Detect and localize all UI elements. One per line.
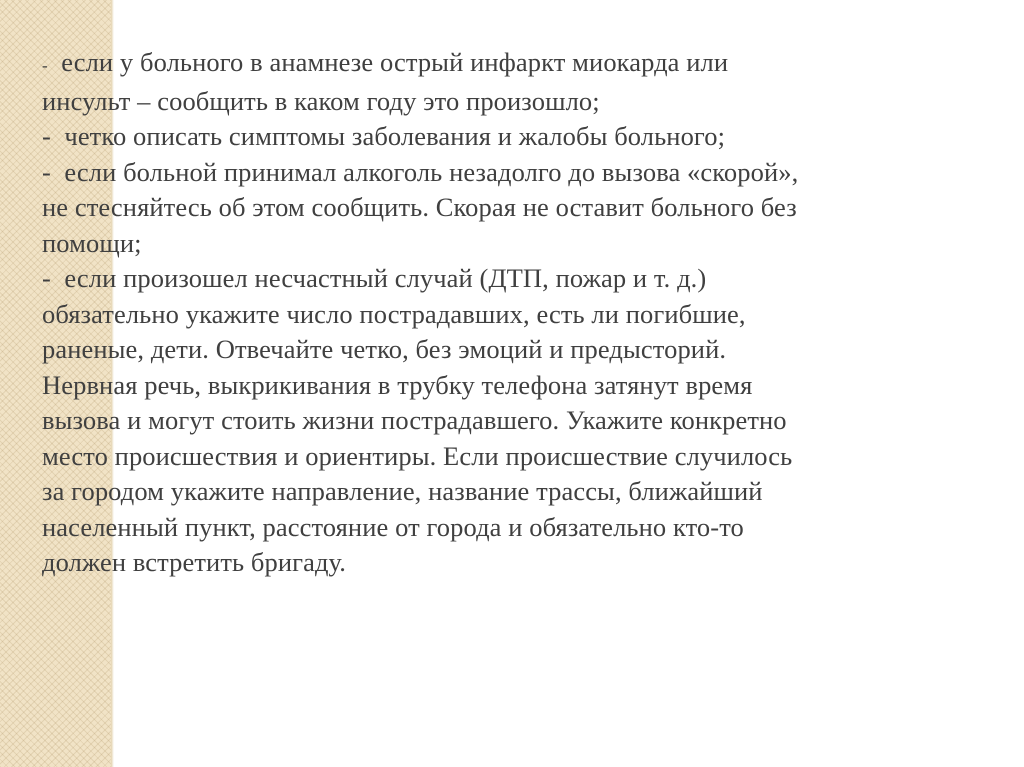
line-text: вызова и могут стоить жизни пострадавшего. Укажите конкретно xyxy=(42,405,787,435)
text-line-11 xyxy=(42,403,1002,439)
line-text: если больной принимал алкоголь незадолго до вызова «скорой», xyxy=(50,156,799,187)
line-text: раненые, дети. Отвечайте четко, без эмоций и предысторий. xyxy=(42,334,727,364)
text-line-10 xyxy=(42,368,1002,404)
line-text: если у больного в анамнезе острый инфаркт миокарда или xyxy=(47,47,729,77)
bullet-dash: - xyxy=(42,263,51,293)
text-line-3 xyxy=(42,119,1002,155)
text-line-15 xyxy=(42,545,1002,581)
text-line-12 xyxy=(42,439,1002,475)
line-text: место происшествия и ориентиры. Если происшествие случилось xyxy=(42,440,793,471)
line-text: четко описать симптомы заболевания и жалобы больного; xyxy=(50,121,726,151)
line-text: если произошел несчастный случай (ДТП, пожар и т. д.) xyxy=(50,263,707,293)
text-line-4 xyxy=(42,155,1002,191)
line-text: инсульт – сообщить в каком году это произошло; xyxy=(42,85,600,116)
text-line-9 xyxy=(42,332,1002,368)
text-line-1 xyxy=(42,45,1002,84)
slide-text-body xyxy=(42,45,1002,581)
bullet-dash: - xyxy=(42,156,51,187)
line-text: населенный пункт, расстояние от города и обязательно кто-то xyxy=(42,511,744,542)
text-line-7 xyxy=(42,261,1002,297)
text-line-5 xyxy=(42,190,1002,226)
bullet-dash: - xyxy=(42,121,51,151)
line-text: Нервная речь, выкрикивания в трубку телефона затянут время xyxy=(42,369,753,400)
line-text: должен встретить бригаду. xyxy=(42,547,346,577)
bullet-dash: - xyxy=(42,56,48,75)
text-line-6 xyxy=(42,226,1002,262)
text-line-2 xyxy=(42,84,1002,120)
line-text: не стесняйтесь об этом сообщить. Скорая не оставит больного без xyxy=(42,192,797,222)
text-line-14 xyxy=(42,510,1002,546)
line-text: обязательно укажите число пострадавших, есть ли погибшие, xyxy=(42,298,746,329)
text-line-8 xyxy=(42,297,1002,333)
text-line-13 xyxy=(42,474,1002,510)
line-text: помощи; xyxy=(42,227,142,258)
line-text: за городом укажите направление, название трассы, ближайший xyxy=(42,476,763,506)
